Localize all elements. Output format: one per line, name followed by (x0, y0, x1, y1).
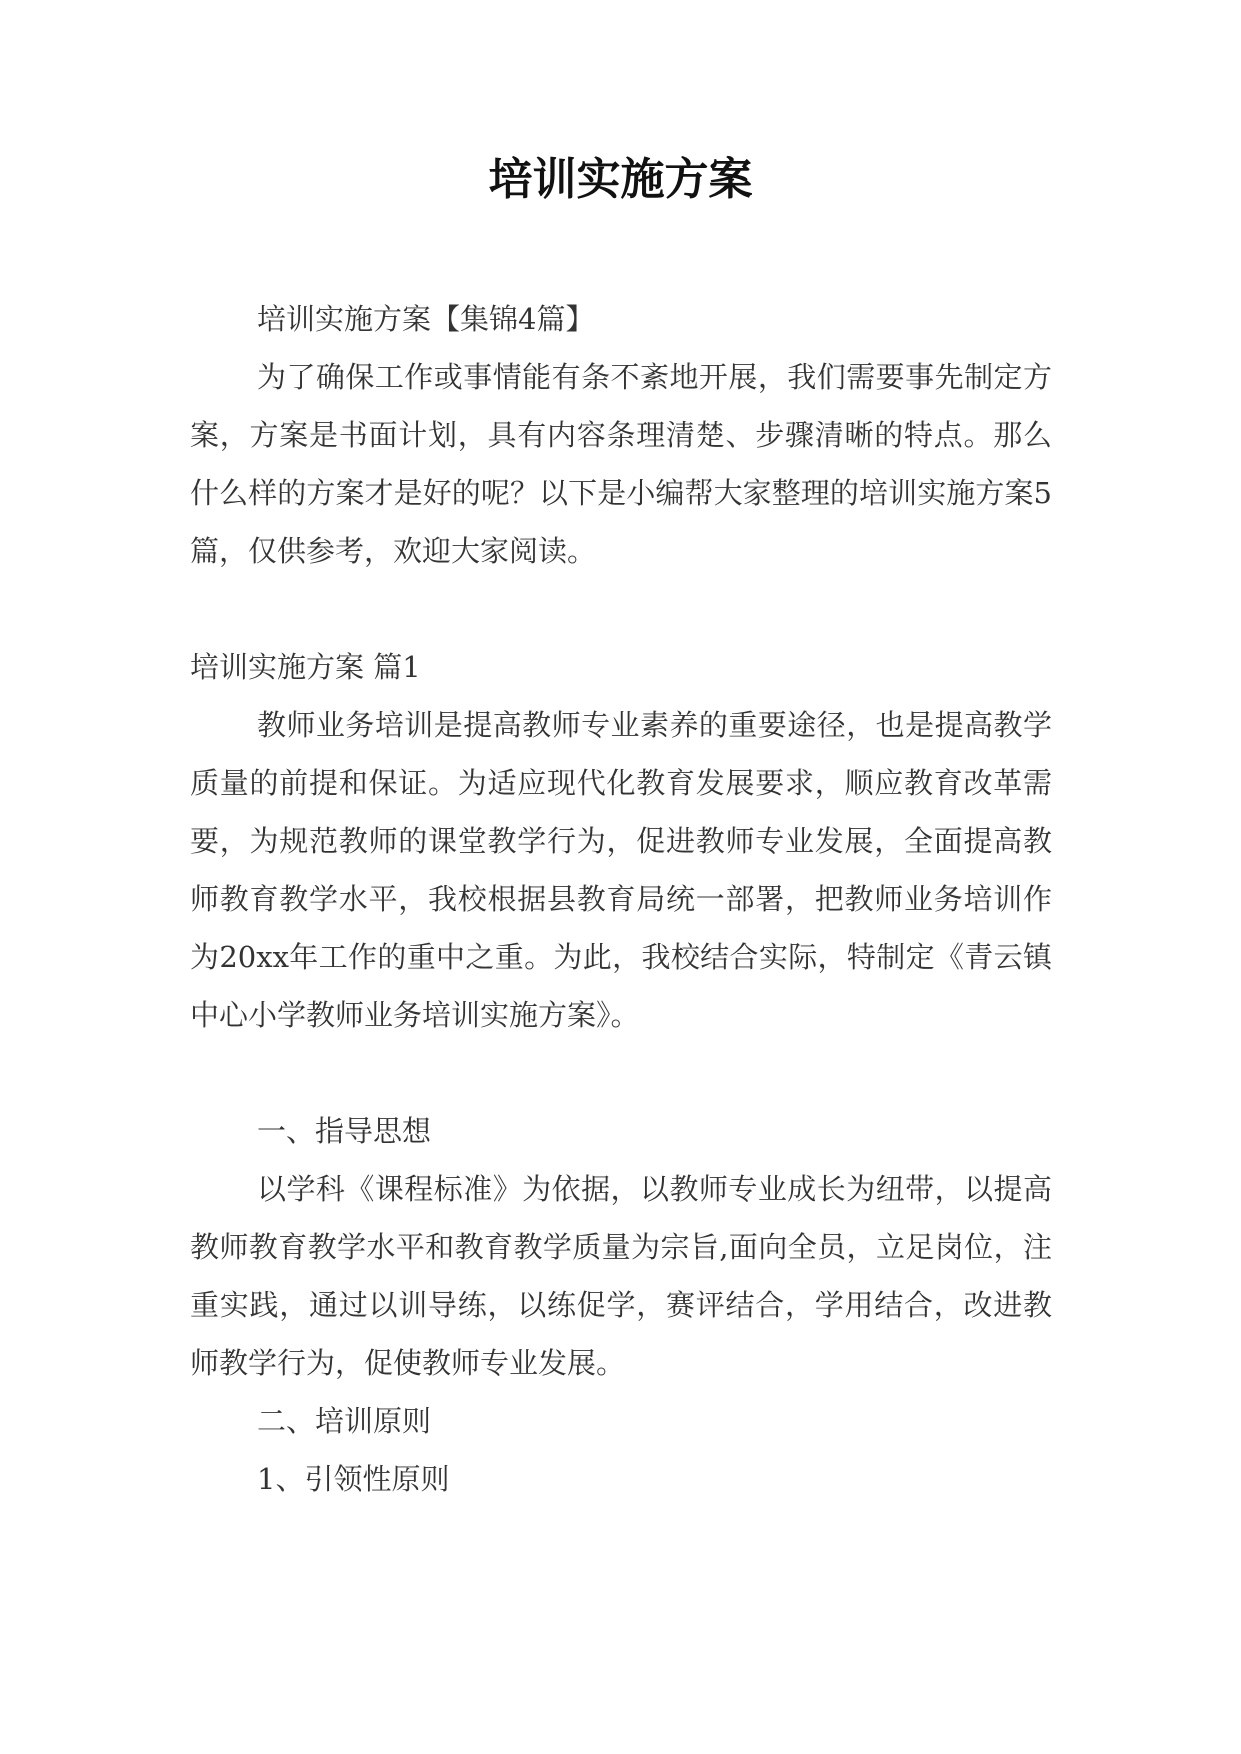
section-heading-training-principles: 二、培训原则 (257, 1404, 432, 1438)
document-title: 培训实施方案 (488, 154, 753, 205)
article-paragraph: 教师业务培训是提高教师专业素养的重要途径，也是提高教学质量的前提和保证。为适应现代化教育发展要求，顺应教育改革需要，为规范教师的课堂教学行为，促进教师专业发展，全面提高教师教育教学水平，我校根据县教育局统一部署，把教师业务培训作为20xx年工作的重中之重。为此，我校结合实际，特制定《青云镇中心小学教师业务培训实施方案》。 (190, 708, 1052, 1032)
principle-item-1: 1、引领性原则 (257, 1462, 450, 1496)
document-subtitle: 培训实施方案【集锦4篇】 (257, 302, 595, 336)
guiding-thought-paragraph: 以学科《课程标准》为依据，以教师专业成长为纽带，以提高教师教育教学水平和教育教学质量为宗旨,面向全员，立足岗位，注重实践，通过以训导练，以练促学，赛评结合，学用结合，改进教师教学行为，促使教师专业发展。 (190, 1172, 1052, 1380)
article-heading: 培训实施方案 篇1 (190, 650, 421, 684)
section-heading-guiding-thought: 一、指导思想 (257, 1114, 432, 1148)
document-body (190, 290, 1052, 1508)
intro-paragraph: 为了确保工作或事情能有条不紊地开展，我们需要事先制定方案，方案是书面计划，具有内容条理清楚、步骤清晰的特点。那么什么样的方案才是好的呢？以下是小编帮大家整理的培训实施方案5篇，仅供参考，欢迎大家阅读。 (190, 360, 1052, 568)
